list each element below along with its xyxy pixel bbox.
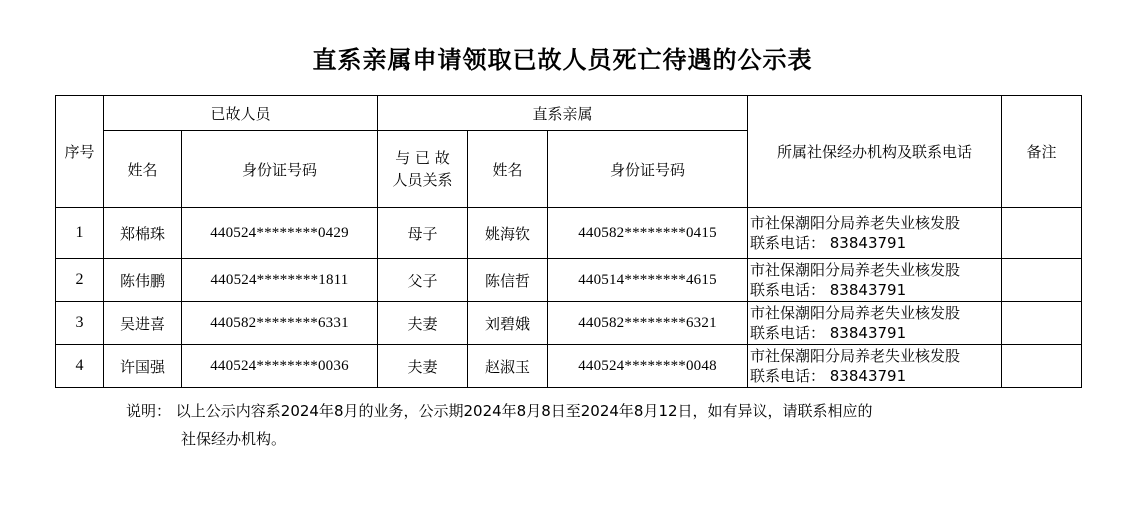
agency-name: 市社保潮阳分局养老失业核发股 (750, 347, 961, 365)
cell-seq: 4 (56, 345, 104, 388)
cell-relative-id: 440524********0048 (548, 345, 748, 388)
cell-seq: 2 (56, 259, 104, 302)
cell-relative-id: 440582********6321 (548, 302, 748, 345)
agency-name: 市社保潮阳分局养老失业核发股 (750, 214, 961, 232)
notes (126, 397, 873, 453)
cell-relative-name: 陈信哲 (468, 259, 548, 302)
header-relation (378, 131, 468, 208)
header-agency: 所属社保经办机构及联系电话 (748, 96, 1002, 208)
agency-phone: 联系电话： 83843791 (750, 281, 907, 299)
cell-relative-name: 赵淑玉 (468, 345, 548, 388)
agency-phone: 联系电话： 83843791 (750, 234, 907, 252)
header-remarks: 备注 (1002, 96, 1082, 208)
cell-seq: 3 (56, 302, 104, 345)
notes-line-2: 社保经办机构。 (181, 430, 287, 448)
cell-deceased-id: 440524********1811 (182, 259, 378, 302)
agency-name: 市社保潮阳分局养老失业核发股 (750, 304, 961, 322)
table-row (56, 208, 1082, 259)
cell-deceased-id: 440524********0036 (182, 345, 378, 388)
header-deceased-name: 姓名 (104, 131, 182, 208)
agency-name: 市社保潮阳分局养老失业核发股 (750, 261, 961, 279)
cell-deceased-name: 陈伟鹏 (104, 259, 182, 302)
cell-relation: 母子 (378, 208, 468, 259)
cell-agency (748, 345, 1002, 388)
cell-relation: 夫妻 (378, 345, 468, 388)
cell-remarks (1002, 259, 1082, 302)
table-row (56, 302, 1082, 345)
cell-relative-id: 440582********0415 (548, 208, 748, 259)
notes-line-1: 说明： 以上公示内容系2024年8月的业务，公示期2024年8月8日至2024年8月12日，如有异议，请联系相应的 (126, 402, 873, 420)
agency-phone: 联系电话： 83843791 (750, 324, 907, 342)
page-title: 直系亲属申请领取已故人员死亡待遇的公示表 (312, 46, 813, 74)
header-relative-name: 姓名 (468, 131, 548, 208)
header-deceased-group: 已故人员 (104, 96, 378, 131)
header-relation-line2: 人员关系 (392, 171, 453, 189)
cell-deceased-name: 郑棉珠 (104, 208, 182, 259)
cell-remarks (1002, 345, 1082, 388)
cell-deceased-id: 440524********0429 (182, 208, 378, 259)
cell-remarks (1002, 208, 1082, 259)
cell-deceased-id: 440582********6331 (182, 302, 378, 345)
table-row (56, 259, 1082, 302)
cell-relative-id: 440514********4615 (548, 259, 748, 302)
cell-agency (748, 208, 1002, 259)
cell-deceased-name: 吴进喜 (104, 302, 182, 345)
cell-relative-name: 刘碧娥 (468, 302, 548, 345)
cell-deceased-name: 许国强 (104, 345, 182, 388)
notice-table (55, 95, 1082, 388)
header-deceased-id: 身份证号码 (182, 131, 378, 208)
table-row (56, 345, 1082, 388)
cell-agency (748, 302, 1002, 345)
header-relative-id: 身份证号码 (548, 131, 748, 208)
header-row-group (56, 96, 1082, 131)
header-relation-line1: 与 已 故 (395, 149, 450, 167)
agency-phone: 联系电话： 83843791 (750, 367, 907, 385)
cell-relation: 夫妻 (378, 302, 468, 345)
header-seq: 序号 (56, 96, 104, 208)
header-relatives-group: 直系亲属 (378, 96, 748, 131)
cell-agency (748, 259, 1002, 302)
cell-relative-name: 姚海钦 (468, 208, 548, 259)
cell-relation: 父子 (378, 259, 468, 302)
cell-seq: 1 (56, 208, 104, 259)
cell-remarks (1002, 302, 1082, 345)
